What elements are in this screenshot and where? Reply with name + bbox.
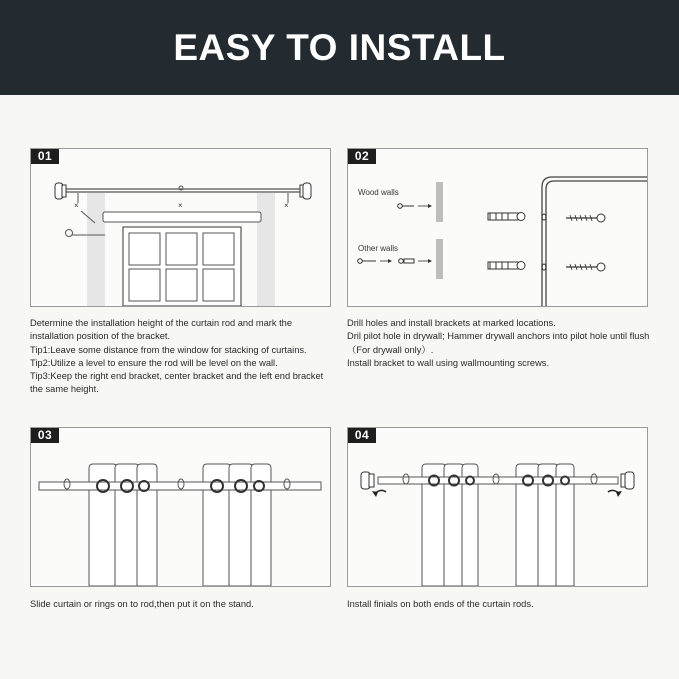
drywall-anchor-icon (488, 213, 525, 221)
page-title: EASY TO INSTALL (173, 26, 506, 68)
wood-screw-icon (398, 204, 432, 209)
step-4-description (347, 598, 647, 611)
step-1-description (30, 317, 330, 397)
step-3-description (30, 598, 330, 611)
step-4-illustration (347, 427, 648, 587)
anchor-screw-icon (358, 259, 432, 264)
step-4-line: Install finials on both ends of the curtain rods. (347, 599, 534, 609)
mounting-screw-icon (566, 214, 605, 222)
step-2-line: Drill holes and install brackets at marked locations. (347, 318, 556, 328)
left-finial-icon (55, 183, 66, 199)
step-3-illustration (30, 427, 331, 587)
bracket-shape (542, 177, 647, 306)
step-1-line: Determine the installation height of the curtain rod and mark the installation position of the bracket. (30, 318, 293, 342)
step-1-line: Tip3:Keep the right end bracket, center bracket and the left end bracket the same height. (30, 371, 324, 395)
step-2-illustration (347, 148, 648, 307)
drywall-block (436, 239, 443, 279)
step-4-badge: 04 (348, 428, 376, 443)
window-diagram (31, 149, 330, 306)
right-finial-icon (621, 472, 634, 489)
page-header (0, 0, 679, 95)
step-1-line: Tip2:Utilize a level to ensure the rod will be level on the wall. (30, 357, 278, 368)
center-mark: × (178, 201, 183, 210)
step-1-illustration (30, 148, 331, 307)
left-finial-icon (361, 472, 374, 489)
step-2-badge: 02 (348, 149, 376, 164)
other-walls-label: Other walls (358, 244, 399, 253)
step-1-badge: 01 (31, 149, 59, 164)
step-2-line: Dril pilot hole in drywall; Hammer drywall anchors into pilot hole until flush（For drywall only）. (347, 331, 650, 355)
curtain-rings-diagram (31, 428, 330, 586)
step-1-line: Tip1:Leave some distance from the window for stacking of curtains. (30, 344, 307, 355)
left-mark: × (74, 201, 79, 210)
wood-wall-block (436, 182, 443, 222)
step-2-description (347, 317, 652, 370)
right-finial-icon (300, 183, 311, 199)
left-curtain-panel (87, 193, 105, 306)
step-2-line: Install bracket to wall using wallmounting screws. (347, 357, 550, 368)
mounting-screw-icon (566, 263, 605, 271)
drywall-anchor-icon (488, 262, 525, 270)
step-3-line: Slide curtain or rings on to rod,then put it on the stand. (30, 599, 254, 609)
wood-walls-label: Wood walls (358, 188, 399, 197)
finials-diagram (348, 428, 647, 586)
step-3-badge: 03 (31, 428, 59, 443)
right-mark: × (284, 201, 289, 210)
right-curtain-panel (257, 193, 275, 306)
drill-diagram (348, 149, 647, 306)
